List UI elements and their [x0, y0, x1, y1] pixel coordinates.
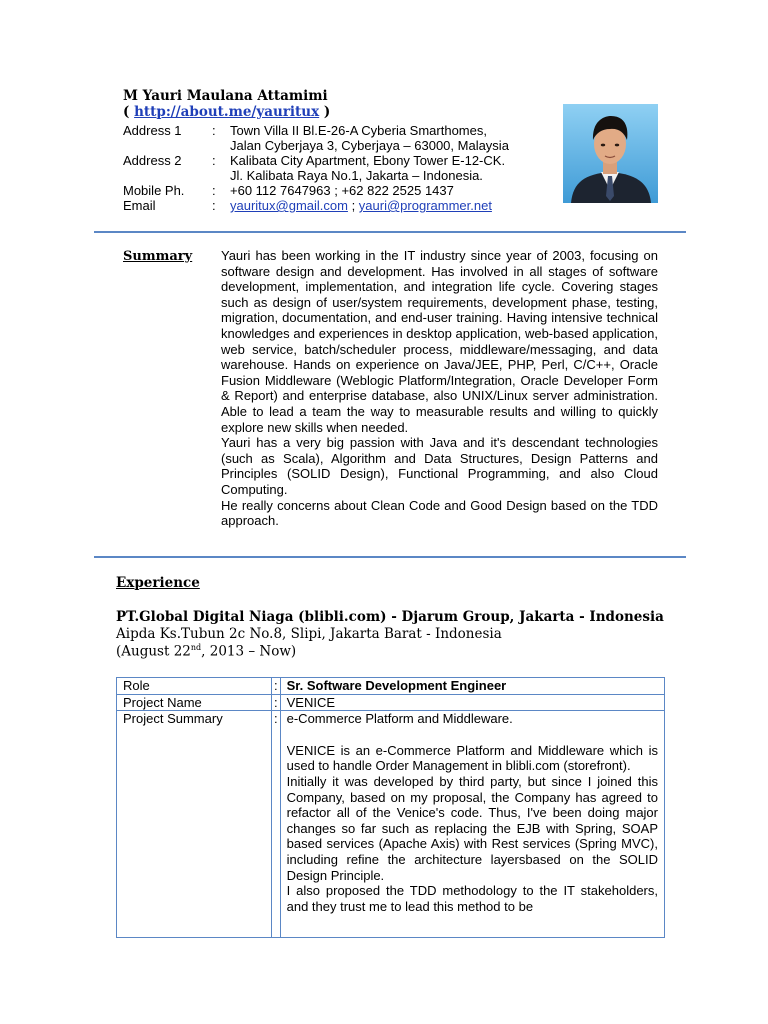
project-summary-paragraph: VENICE is an e-Commerce Platform and Middleware which is used to handle Order Management in blibli.com (storefront).: [286, 742, 658, 774]
project-name-label: Project Name: [117, 694, 272, 711]
period-start: (August 22: [116, 643, 191, 660]
email-separator: ;: [347, 198, 359, 213]
role-label: Role: [117, 678, 272, 695]
address1-line2: Jalan Cyberjaya 3, Cyberjaya – 63000, Malaysia: [230, 138, 509, 153]
employment-period: [116, 643, 296, 660]
address1-line1: Town Villa II Bl.E-26-A Cyberia Smarthomes,: [230, 123, 487, 138]
mobile-label: Mobile Ph.: [123, 183, 185, 198]
about-line: [123, 104, 330, 120]
colon: :: [212, 183, 216, 198]
company-name: PT.Global Digital Niaga (blibli.com) - Djarum Group, Jakarta - Indonesia: [116, 609, 664, 625]
email-value: [230, 198, 492, 213]
project-summary-paragraph: Initially it was developed by third party, but since I joined this Company, based on my proposal, the Company has agreed to refactor all of the Venice's code. Thus, I've been doing major changes so far such as replacing the EJB with Spring, SOAP based services (Apache Axis) with Rest services (Spring MVC), including refine the architecture layersbased on the SOLID Design Principle.: [286, 773, 658, 883]
project-summary-paragraph: e-Commerce Platform and Middleware.: [286, 711, 513, 727]
address1-label: Address 1: [123, 123, 182, 138]
table-row: [117, 711, 665, 938]
about-link[interactable]: http://about.me/yauritux: [134, 104, 320, 120]
section-divider: [94, 231, 686, 233]
email-link-2[interactable]: yauri@programmer.net: [358, 198, 492, 213]
table-row: [117, 694, 665, 711]
role-value: Sr. Software Development Engineer: [280, 678, 664, 695]
colon: :: [212, 153, 216, 168]
address2-line2: Jl. Kalibata Raya No.1, Jakarta – Indonesia.: [230, 168, 483, 183]
table-row: [117, 678, 665, 695]
colon: :: [272, 678, 281, 695]
company-address: Aipda Ks.Tubun 2c No.8, Slipi, Jakarta Barat - Indonesia: [116, 626, 502, 642]
project-summary-paragraph: I also proposed the TDD methodology to the IT stakeholders, and they trust me to lead this method to be: [286, 883, 658, 914]
profile-photo: [563, 104, 658, 203]
period-end: , 2013 – Now): [201, 643, 297, 660]
summary-paragraph: Yauri has been working in the IT industry since year of 2003, focusing on software design and development. Has involved in all stages of software development, implementation, and integration life cycle. Covering stages such as design of user/system requirements, development phase, testing, migration, documentation, and end-user training. Having intensive technical knowledges and experiences in desktop application, web-based application, web service, batch/scheduler process, middleware/messaging, and data warehouse. Hands on experience on Java/JEE, PHP, Perl, C/C++, Oracle Fusion Middleware (Weblogic Platform/Integration, Oracle Developer Form & Report) and enterprise database, also UNIX/Linux server administration. Able to lead a team the way to measurable results and willing to quickly explore new skills when needed.: [221, 248, 658, 435]
email-label: Email: [123, 198, 156, 213]
colon: :: [272, 694, 281, 711]
project-table: [116, 677, 665, 938]
about-suffix: ): [319, 104, 331, 120]
summary-paragraph: Yauri has a very big passion with Java and it's descendant technologies (such as Scala), Algorithm and Data Structures, Design Patterns and Principles (SOLID Design), Functional Programming, and also Cloud Computing.: [221, 435, 658, 497]
project-name-value: VENICE: [280, 694, 664, 711]
address2-line1: Kalibata City Apartment, Ebony Tower E-12-CK.: [230, 153, 506, 168]
project-summary-body: [287, 711, 658, 937]
summary-paragraph: He really concerns about Clean Code and Good Design based on the TDD approach.: [221, 497, 658, 529]
about-prefix: (: [123, 104, 135, 120]
summary-body: [221, 248, 658, 529]
summary-heading: Summary: [123, 249, 193, 264]
candidate-name: M Yauri Maulana Attamimi: [123, 88, 328, 104]
project-summary-value: [280, 711, 664, 938]
period-sup: nd: [190, 643, 202, 652]
section-divider: [94, 556, 686, 558]
colon: :: [272, 711, 281, 938]
address2-label: Address 2: [123, 153, 182, 168]
colon: :: [212, 198, 216, 213]
project-summary-label: Project Summary: [117, 711, 272, 938]
colon: :: [212, 123, 216, 138]
email-link-1[interactable]: yauritux@gmail.com: [230, 198, 348, 213]
experience-heading: Experience: [116, 575, 200, 591]
mobile-value: +60 112 7647963 ; +62 822 2525 1437: [230, 183, 454, 198]
